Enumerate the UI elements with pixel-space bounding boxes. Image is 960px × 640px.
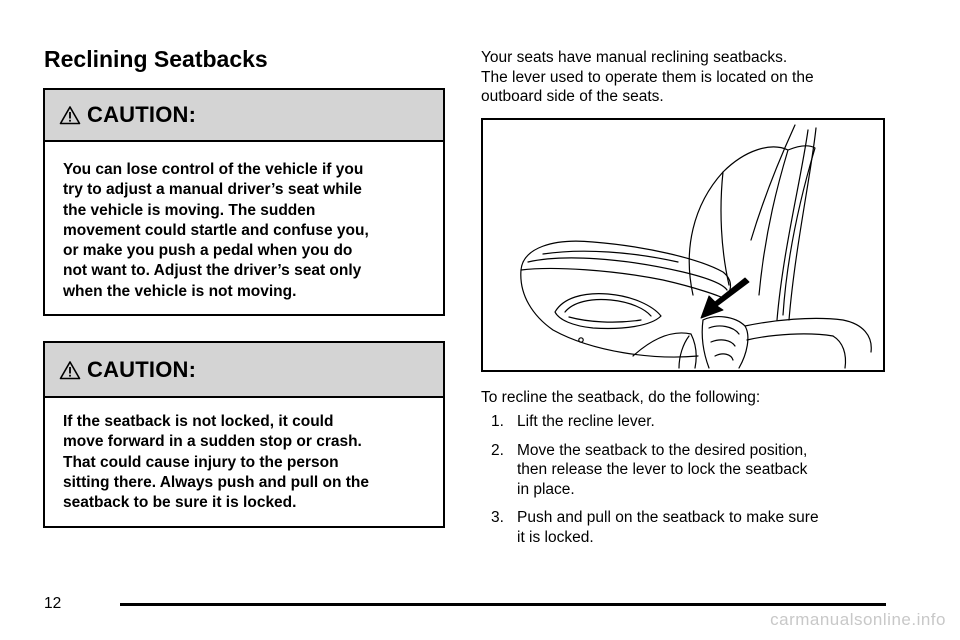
caution-line: or make you push a pedal when you do xyxy=(63,242,353,260)
step-item xyxy=(481,508,901,547)
caution-text xyxy=(45,142,443,302)
caution-label: CAUTION: xyxy=(87,102,197,127)
caution-line: You can lose control of the vehicle if you xyxy=(63,161,364,178)
caution-line: sitting there. Always push and pull on the xyxy=(63,473,370,491)
intro-line: outboard side of the seats. xyxy=(481,88,664,105)
caution-line: not want to. Adjust the driver’s seat only xyxy=(63,262,362,280)
step-line: Push and pull on the seatback to make sure xyxy=(517,509,819,526)
caution-box-seat-adjust xyxy=(43,88,445,316)
step-number: 1. xyxy=(491,413,504,430)
instructions-lead: To recline the seatback, do the following: xyxy=(481,389,761,406)
step-item xyxy=(481,441,901,500)
step-number: 3. xyxy=(491,509,504,526)
footer-divider xyxy=(120,603,886,606)
caution-label: CAUTION: xyxy=(87,356,197,382)
caution-header xyxy=(45,90,443,142)
watermark: carmanualsonline.info xyxy=(770,610,946,629)
caution-line: That could cause injury to the person xyxy=(63,453,339,471)
seat-recline-lever-illustration-icon xyxy=(483,120,883,370)
caution-text xyxy=(45,398,443,513)
seat-recline-figure xyxy=(481,118,885,372)
caution-line: when the vehicle is not moving. xyxy=(63,282,297,300)
caution-box-seatback-lock xyxy=(43,341,445,528)
page-title: Reclining Seatbacks xyxy=(44,46,268,72)
step-number: 2. xyxy=(491,441,504,459)
caution-line: seatback to be sure it is locked. xyxy=(63,494,297,512)
page-number: 12 xyxy=(44,595,62,612)
caution-line: try to adjust a manual driver’s seat while xyxy=(63,181,362,199)
intro-line: Your seats have manual reclining seatbacks. xyxy=(481,49,788,66)
warning-triangle-icon xyxy=(59,360,81,380)
intro-paragraph xyxy=(481,48,901,107)
caution-line: If the seatback is not locked, it could xyxy=(63,413,334,430)
caution-header xyxy=(45,343,443,398)
instruction-steps xyxy=(481,412,901,556)
step-line: then release the lever to lock the seatback xyxy=(517,461,808,478)
step-line: Lift the recline lever. xyxy=(517,413,655,430)
caution-line: movement could startle and confuse you, xyxy=(63,221,369,239)
intro-line: The lever used to operate them is located on the xyxy=(481,68,814,86)
warning-triangle-icon xyxy=(59,105,81,125)
step-line: in place. xyxy=(517,480,575,498)
caution-line: the vehicle is moving. The sudden xyxy=(63,201,316,219)
step-item xyxy=(481,412,901,432)
step-line: Move the seatback to the desired position, xyxy=(517,441,808,459)
caution-line: move forward in a sudden stop or crash. xyxy=(63,433,362,451)
step-line: it is locked. xyxy=(517,528,594,546)
